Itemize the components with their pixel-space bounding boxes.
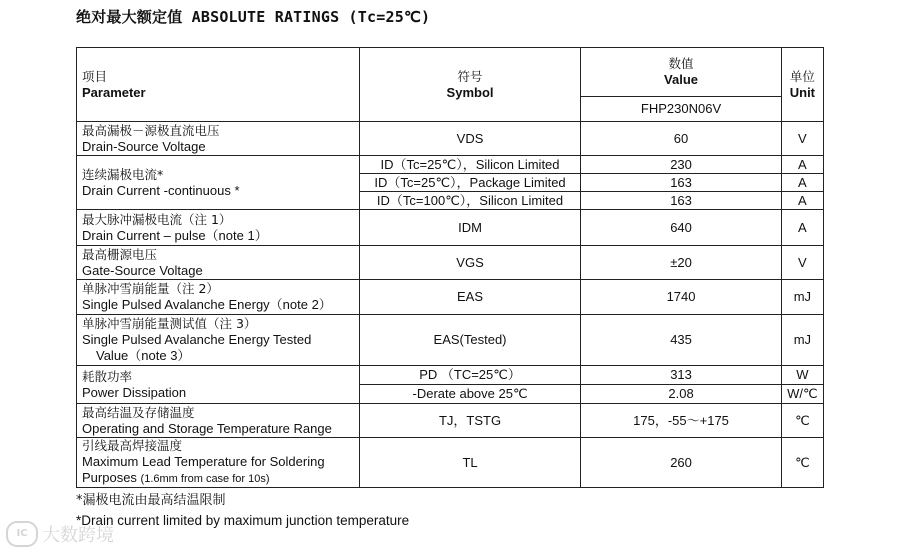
unit-cell: A bbox=[781, 210, 823, 246]
unit-cell: mJ bbox=[781, 280, 823, 315]
table-row bbox=[77, 210, 824, 246]
value-cell: ±20 bbox=[581, 246, 781, 280]
table-row bbox=[77, 315, 824, 366]
parameter-en: Maximum Lead Temperature for Soldering bbox=[82, 454, 325, 469]
symbol-cell: ID（Tc=25℃），Package Limited bbox=[359, 174, 581, 192]
unit-cell: V bbox=[781, 246, 823, 280]
parameter-en: Operating and Storage Temperature Range bbox=[82, 420, 332, 436]
value-cell: 60 bbox=[581, 122, 781, 156]
symbol-cell: -Derate above 25℃ bbox=[359, 385, 581, 404]
table-row bbox=[77, 280, 824, 315]
table-row bbox=[77, 366, 824, 385]
parameter-cn: 耗散功率 bbox=[82, 368, 133, 384]
value-cell: 640 bbox=[581, 210, 781, 246]
parameter-cell bbox=[77, 280, 360, 315]
parameter-cn: 单脉冲雪崩能量（注 2） bbox=[82, 281, 219, 296]
parameter-en-continued: Value（note 3） bbox=[96, 348, 191, 363]
parameter-cn: 最高栅源电压 bbox=[82, 246, 158, 262]
header-symbol bbox=[359, 48, 581, 122]
parameter-cn: 最大脉冲漏极电流（注 1） bbox=[82, 211, 232, 227]
parameter-cell bbox=[77, 404, 360, 438]
value-cell: 435 bbox=[581, 315, 781, 366]
table-row bbox=[77, 156, 824, 174]
unit-cell: A bbox=[781, 174, 823, 192]
symbol-cell: IDM bbox=[359, 210, 581, 246]
header-value-en: Value bbox=[664, 72, 699, 87]
value-cell: 313 bbox=[581, 366, 781, 385]
watermark-logo-icon: IC bbox=[6, 521, 38, 547]
parameter-cn: 最高漏极－源极直流电压 bbox=[82, 122, 220, 138]
footnote-en: *Drain current limited by maximum junction temperature bbox=[76, 513, 410, 528]
parameter-cell bbox=[77, 122, 360, 156]
value-cell: 175，-55～+175 bbox=[581, 404, 781, 438]
header-parameter-cn: 项目 bbox=[82, 68, 108, 84]
table-header-row bbox=[77, 48, 824, 97]
parameter-en: Drain Current – pulse（note 1） bbox=[82, 227, 268, 243]
value-cell: 163 bbox=[581, 192, 781, 210]
table-row bbox=[77, 122, 824, 156]
value-cell: 230 bbox=[581, 156, 781, 174]
parameter-en-note: (1.6mm from case for 10s) bbox=[140, 473, 270, 485]
header-unit-cn: 单位 bbox=[789, 68, 815, 84]
parameter-cell bbox=[77, 156, 360, 210]
header-unit bbox=[781, 48, 823, 122]
symbol-cell: EAS(Tested) bbox=[359, 315, 581, 366]
watermark-text: 大数跨境 bbox=[42, 525, 114, 546]
parameter-en: Drain-Source Voltage bbox=[82, 138, 206, 154]
parameter-en-continued bbox=[82, 470, 354, 487]
parameter-cn: 最高结温及存储温度 bbox=[82, 404, 195, 420]
parameter-cell bbox=[77, 438, 360, 488]
header-parameter bbox=[77, 48, 360, 122]
symbol-cell: EAS bbox=[359, 280, 581, 315]
symbol-cell: VGS bbox=[359, 246, 581, 280]
symbol-cell: PD （TC=25℃） bbox=[359, 366, 581, 385]
unit-cell: A bbox=[781, 156, 823, 174]
parameter-cell bbox=[77, 246, 360, 280]
unit-cell: ℃ bbox=[781, 438, 823, 488]
parameter-en: Gate-Source Voltage bbox=[82, 262, 203, 278]
parameter-cn: 连续漏极电流* bbox=[82, 166, 164, 182]
header-unit-en: Unit bbox=[789, 84, 816, 100]
unit-cell: mJ bbox=[781, 315, 823, 366]
table-row bbox=[77, 404, 824, 438]
parameter-en: Power Dissipation bbox=[82, 384, 187, 400]
unit-cell: V bbox=[781, 122, 823, 156]
symbol-cell: TL bbox=[359, 438, 581, 488]
value-cell: 1740 bbox=[581, 280, 781, 315]
table-row bbox=[77, 246, 824, 280]
absolute-ratings-table bbox=[76, 47, 824, 488]
header-value-cn: 数值 bbox=[668, 56, 694, 71]
symbol-cell: VDS bbox=[359, 122, 581, 156]
unit-cell: W/℃ bbox=[781, 385, 823, 404]
header-value bbox=[581, 48, 781, 97]
header-symbol-en: Symbol bbox=[446, 84, 494, 100]
unit-cell: ℃ bbox=[781, 404, 823, 438]
parameter-en: Single Pulsed Avalanche Energy Tested bbox=[82, 332, 312, 347]
parameter-cell bbox=[77, 366, 360, 404]
header-parameter-en: Parameter bbox=[82, 84, 146, 100]
parameter-cell bbox=[77, 210, 360, 246]
symbol-cell: TJ，TSTG bbox=[359, 404, 581, 438]
unit-cell: A bbox=[781, 192, 823, 210]
parameter-cn: 引线最高焊接温度 bbox=[82, 438, 183, 453]
part-number: FHP230N06V bbox=[581, 97, 781, 122]
parameter-en-purposes: Purposes bbox=[82, 470, 137, 485]
value-cell: 260 bbox=[581, 438, 781, 488]
footnote-cn: *漏极电流由最高结温限制 bbox=[76, 493, 226, 508]
watermark bbox=[6, 521, 114, 547]
parameter-en: Single Pulsed Avalanche Energy（note 2） bbox=[82, 297, 332, 312]
page-title: 绝对最大额定值 ABSOLUTE RATINGS (Tc=25℃) bbox=[76, 8, 431, 26]
symbol-cell: ID（Tc=100℃），Silicon Limited bbox=[359, 192, 581, 210]
value-cell: 163 bbox=[581, 174, 781, 192]
parameter-cn: 单脉冲雪崩能量测试值（注 3） bbox=[82, 316, 257, 331]
parameter-cell bbox=[77, 315, 360, 366]
value-cell: 2.08 bbox=[581, 385, 781, 404]
parameter-en: Drain Current -continuous * bbox=[82, 182, 240, 198]
header-symbol-cn: 符号 bbox=[457, 68, 483, 84]
symbol-cell: ID（Tc=25℃），Silicon Limited bbox=[359, 156, 581, 174]
table-row bbox=[77, 438, 824, 488]
unit-cell: W bbox=[781, 366, 823, 385]
